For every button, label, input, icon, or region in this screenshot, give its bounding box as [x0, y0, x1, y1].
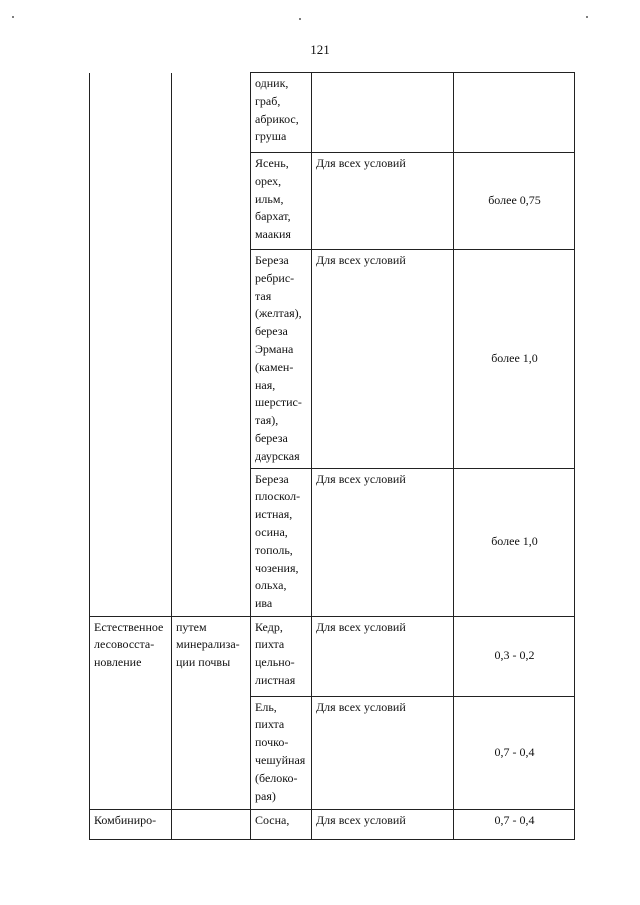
table-row [90, 73, 575, 153]
scan-speck [12, 16, 14, 18]
sub-method-cell [172, 809, 251, 839]
sub-method-cell [172, 73, 251, 153]
sub-method-cell [172, 153, 251, 250]
conditions-cell: Для всех условий [312, 616, 454, 696]
value-cell [454, 73, 575, 153]
method-cell [90, 73, 172, 153]
value-cell: 0,7 - 0,4 [454, 809, 575, 839]
value-cell: 0,7 - 0,4 [454, 696, 575, 809]
species-cell: Кедр, пихта цельно- листная [251, 616, 312, 696]
value-cell: более 0,75 [454, 153, 575, 250]
method-cell [90, 153, 172, 250]
conditions-cell: Для всех условий [312, 468, 454, 616]
table-row [90, 468, 575, 616]
species-cell: Ясень, орех, ильм, бархат, маакия [251, 153, 312, 250]
species-cell: Береза плоскол- истная, осина, тополь, чозения, ольха, ива [251, 468, 312, 616]
conditions-cell [312, 73, 454, 153]
species-cell: Сосна, [251, 809, 312, 839]
value-cell: 0,3 - 0,2 [454, 616, 575, 696]
sub-method-cell [172, 250, 251, 469]
species-cell: Береза ребрис- тая (желтая), береза Эрмана (камен- ная, шерстис- тая), береза даурская [251, 250, 312, 469]
scan-speck [299, 18, 301, 20]
sub-method-cell [172, 468, 251, 616]
method-cell [90, 468, 172, 616]
table-row [90, 250, 575, 469]
value-cell: более 1,0 [454, 468, 575, 616]
method-cell: Комбиниро- [90, 809, 172, 839]
table-row [90, 616, 575, 696]
conditions-cell: Для всех условий [312, 250, 454, 469]
method-cell [90, 250, 172, 469]
method-cell: Естественное лесовосста- новление [90, 616, 172, 696]
sub-method-cell [172, 696, 251, 809]
sub-method-cell: путем минерализа- ции почвы [172, 616, 251, 696]
conditions-cell: Для всех условий [312, 696, 454, 809]
table-row [90, 809, 575, 839]
forest-restoration-table [89, 72, 575, 840]
scan-speck [586, 16, 588, 18]
conditions-cell: Для всех условий [312, 153, 454, 250]
value-cell: более 1,0 [454, 250, 575, 469]
species-cell: Ель, пихта почко- чешуйная (белоко- рая) [251, 696, 312, 809]
species-cell: одник, граб, абрикос, груша [251, 73, 312, 153]
page-number: 121 [310, 42, 330, 57]
method-cell [90, 696, 172, 809]
conditions-cell: Для всех условий [312, 809, 454, 839]
table-row [90, 696, 575, 809]
table-row [90, 153, 575, 250]
